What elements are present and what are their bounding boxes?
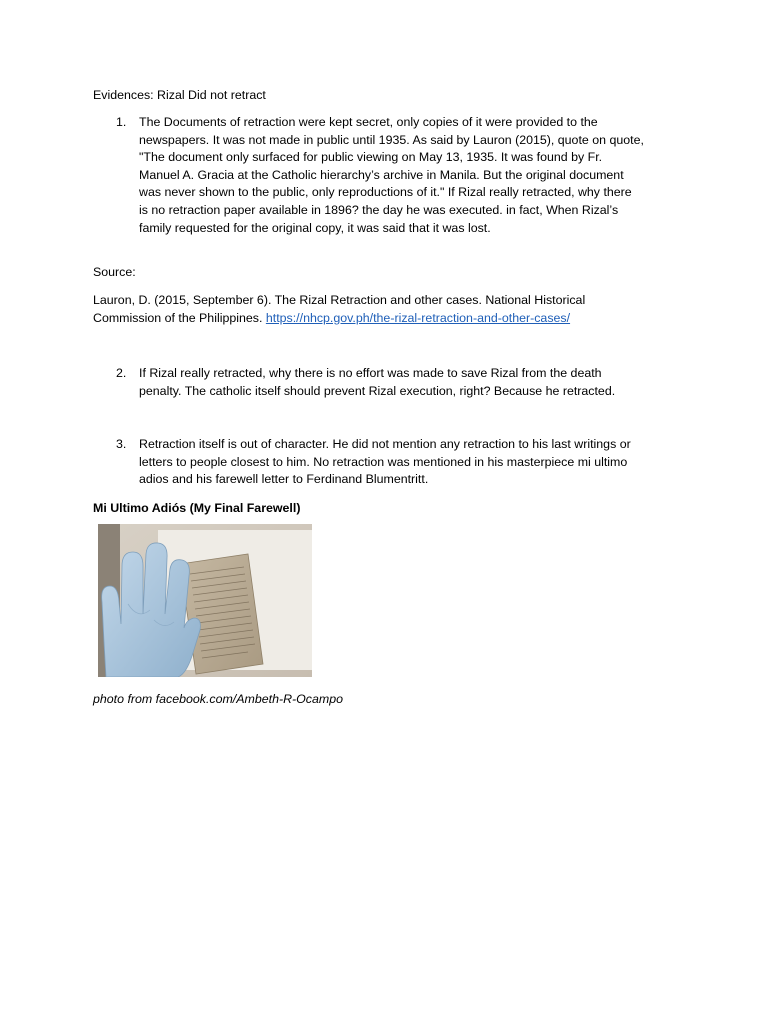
list-item-text <box>139 365 683 400</box>
text-line: is no retraction paper available in 1896? the day he was executed. in fact, When Rizal’s <box>139 202 619 217</box>
section-heading: Evidences: Rizal Did not retract <box>93 88 266 102</box>
list-item <box>93 114 683 237</box>
text-line: penalty. The catholic itself should prevent Rizal execution, right? Because he retracted. <box>139 383 616 398</box>
citation-publisher: Commission of the Philippines. <box>93 310 263 325</box>
list-item-text <box>139 114 683 237</box>
photo-title: Mi Ultimo Adiós (My Final Farewell) <box>93 501 301 515</box>
source-citation <box>93 292 585 327</box>
photo-caption: photo from facebook.com/Ambeth-R-Ocampo <box>93 692 343 706</box>
text-line: letters to people closest to him. No retraction was mentioned in his masterpiece mi ultimo <box>139 454 628 469</box>
citation-line: Lauron, D. (2015, September 6). The Rizal Retraction and other cases. National Historical <box>93 293 586 307</box>
list-number: 1. <box>116 115 127 129</box>
text-line: The Documents of retraction were kept secret, only copies of it were provided to the <box>139 115 598 129</box>
text-line: Retraction itself is out of character. He did not mention any retraction to his last writings or <box>139 437 631 451</box>
text-line: newspapers. It was not made in public until 1935. As said by Lauron (2015), quote on quote, <box>139 132 644 147</box>
list-item <box>93 365 683 400</box>
text-line: was never shown to the public, only reproductions of it." If Rizal really retracted, why there <box>139 185 632 200</box>
citation-line <box>93 310 585 328</box>
list-item <box>93 436 683 489</box>
list-number: 3. <box>116 437 127 451</box>
text-line: "The document only surfaced for public viewing on May 13, 1935. It was found by Fr. <box>139 150 603 165</box>
source-label: Source: <box>93 265 136 279</box>
list-item-text <box>139 436 683 489</box>
text-line: If Rizal really retracted, why there is no effort was made to save Rizal from the death <box>139 366 602 380</box>
text-line: Manuel A. Gracia at the Catholic hierarchy’s archive in Manila. But the original document <box>139 167 624 182</box>
source-link[interactable]: https://nhcp.gov.ph/the-rizal-retraction-and-other-cases/ <box>265 310 571 325</box>
text-line: family requested for the original copy, it was said that it was lost. <box>139 220 491 235</box>
text-line: adios and his farewell letter to Ferdinand Blumentritt. <box>139 472 429 487</box>
list-number: 2. <box>116 366 127 380</box>
manuscript-photo <box>98 524 312 677</box>
